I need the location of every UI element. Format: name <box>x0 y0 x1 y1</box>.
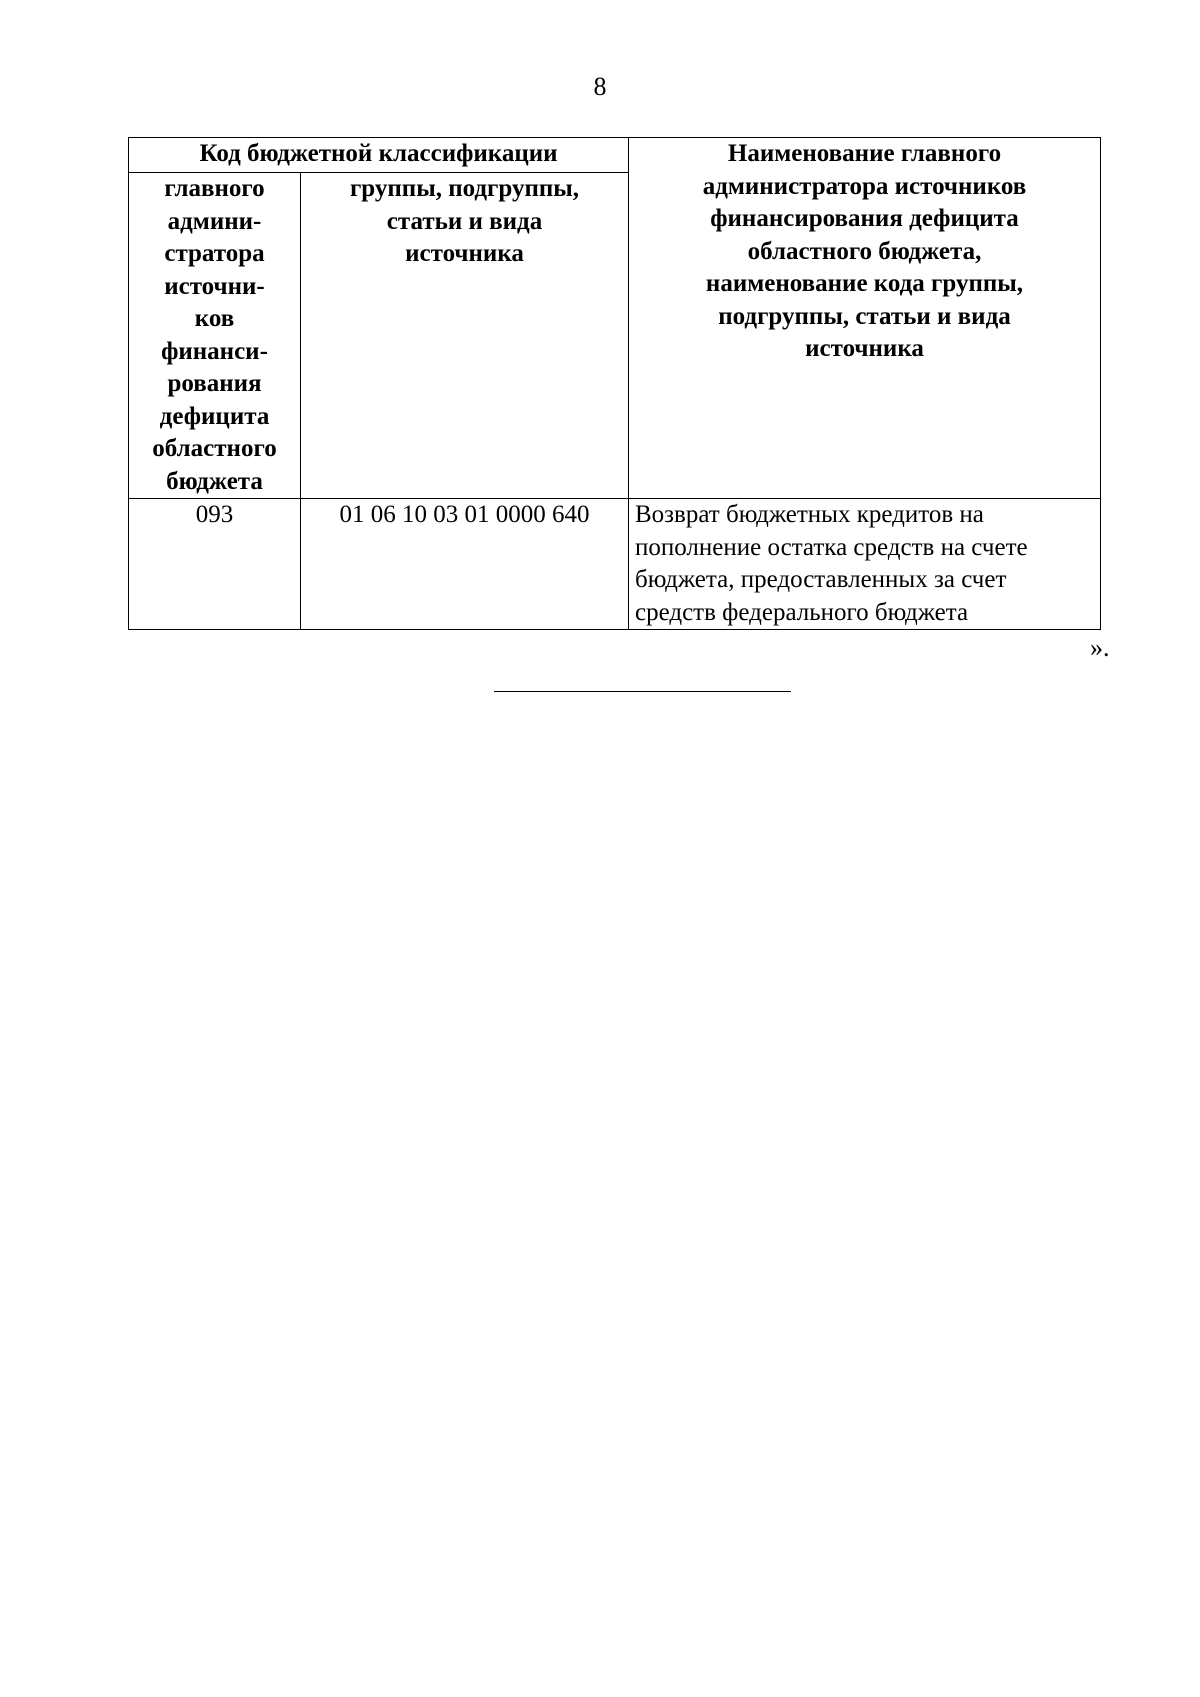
table-header-row-top <box>129 138 1101 173</box>
closing-quote: ». <box>1090 633 1110 662</box>
header-group-subgroup: группы, подгруппы, статьи и вида источника <box>301 173 629 499</box>
header-main-administrator: главного админи- стратора источни- ков финанси- рования дефицита областного бюджета <box>129 173 301 499</box>
header-budget-code-group: Код бюджетной классификации <box>129 138 629 173</box>
budget-classification-table <box>128 137 1101 630</box>
cell-source-name: Возврат бюджетных кредитов на пополнение остатка средств на счете бюджета, предоставленных за счет средств федерального бюджета <box>629 499 1101 630</box>
header-admin-name: Наименование главного администратора источников финансирования дефицита областного бюджета, наименование кода группы, подгруппы, статьи и вида источника <box>629 138 1101 499</box>
page-number: 8 <box>593 72 607 101</box>
end-divider-line <box>494 691 791 692</box>
cell-admin-code: 093 <box>129 499 301 630</box>
cell-source-code: 01 06 10 03 01 0000 640 <box>301 499 629 630</box>
table-row <box>129 499 1101 630</box>
